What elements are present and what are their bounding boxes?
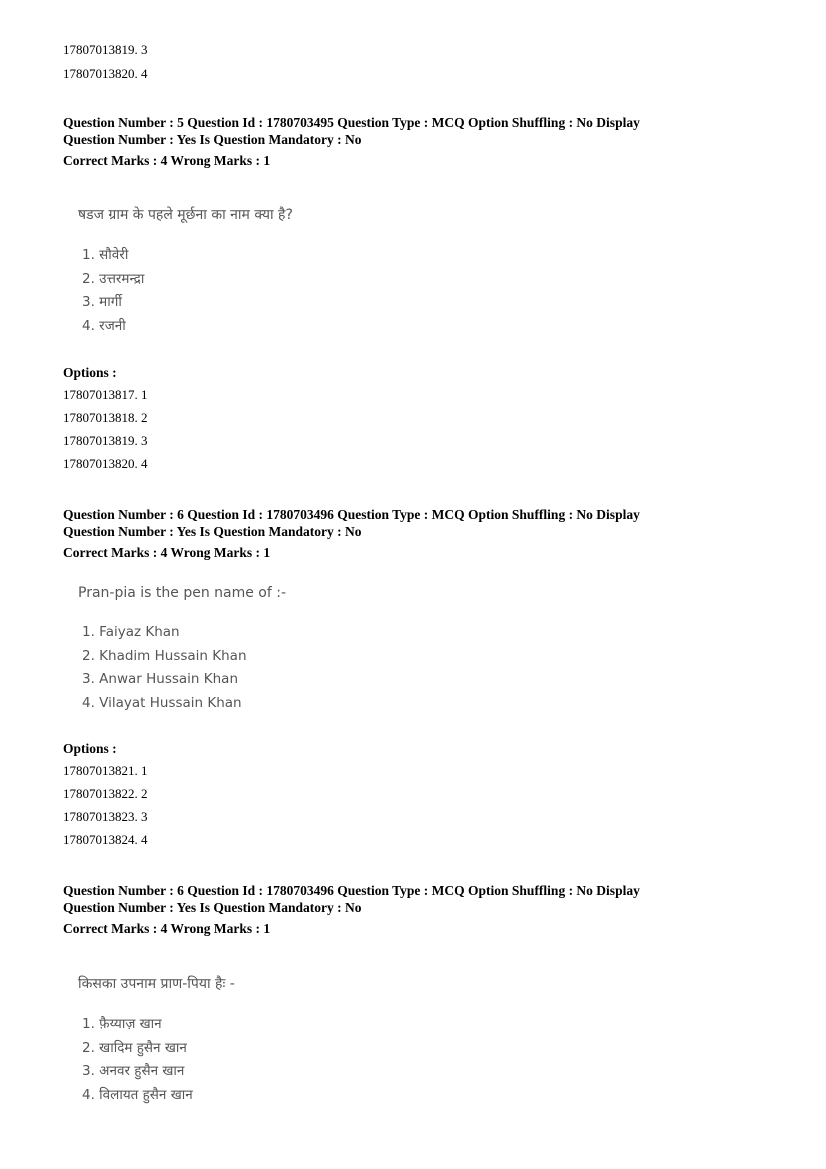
choice-item: 4. विलायत हुसैन खान	[82, 1086, 193, 1103]
choice-item: 4. Vilayat Hussain Khan	[82, 694, 242, 711]
question-meta-line1: Question Number : 5 Question Id : 1780703495 Question Type : MCQ Option Shuffling : No Display	[63, 115, 640, 130]
question-header	[63, 882, 640, 937]
question-stem: किसका उपनाम प्राण-पिया हैः -	[78, 976, 235, 992]
choice-item: 3. मार्गी	[82, 294, 122, 310]
question-stem: षडज ग्राम के पहले मूर्छना का नाम क्या है?	[78, 207, 293, 223]
question-meta-line1: Question Number : 6 Question Id : 1780703496 Question Type : MCQ Option Shuffling : No Display	[63, 883, 640, 898]
option-line: 17807013818. 2	[63, 410, 148, 425]
choice-item: 3. Anwar Hussain Khan	[82, 671, 239, 687]
choice-item: 2. खादिम हुसैन खान	[82, 1039, 187, 1056]
choice-item: 4. रजनी	[82, 317, 126, 334]
choice-list	[78, 244, 293, 338]
option-line: 17807013824. 4	[63, 832, 148, 847]
question-meta-line2: Question Number : Yes Is Question Mandatory : No	[63, 900, 362, 915]
options-label: Options :	[63, 741, 117, 756]
option-line: 17807013820. 4	[63, 66, 148, 81]
option-line: 17807013823. 3	[63, 809, 148, 824]
choice-item: 2. उत्तरमन्द्रा	[82, 270, 145, 287]
choice-list	[78, 1013, 235, 1107]
option-line: 17807013819. 3	[63, 433, 148, 448]
option-line: 17807013822. 2	[63, 786, 148, 801]
question-header	[63, 114, 640, 169]
question-image	[78, 584, 286, 715]
question-meta-line1: Question Number : 6 Question Id : 1780703496 Question Type : MCQ Option Shuffling : No Display	[63, 507, 640, 522]
choice-list	[78, 621, 286, 715]
option-line: 17807013819. 3	[63, 42, 148, 57]
question-marks: Correct Marks : 4 Wrong Marks : 1	[63, 153, 271, 168]
question-image	[78, 206, 293, 338]
choice-item: 3. अनवर हुसैन खान	[82, 1063, 185, 1079]
options-label: Options :	[63, 365, 117, 380]
choice-item: 2. Khadim Hussain Khan	[82, 647, 247, 664]
question-image	[78, 975, 235, 1107]
question-marks: Correct Marks : 4 Wrong Marks : 1	[63, 921, 271, 936]
question-marks: Correct Marks : 4 Wrong Marks : 1	[63, 545, 271, 560]
question-meta-line2: Question Number : Yes Is Question Mandatory : No	[63, 132, 362, 147]
option-line: 17807013821. 1	[63, 763, 148, 778]
question-meta-line2: Question Number : Yes Is Question Mandatory : No	[63, 524, 362, 539]
option-line: 17807013817. 1	[63, 387, 148, 402]
option-line: 17807013820. 4	[63, 456, 148, 471]
choice-item: 1. Faiyaz Khan	[82, 624, 180, 640]
question-stem: Pran-pia is the pen name of :-	[78, 585, 287, 601]
question-header	[63, 506, 640, 561]
choice-item: 1. सौवेरी	[82, 247, 129, 263]
choice-item: 1. फ़ैय्याज़ खान	[82, 1016, 162, 1032]
